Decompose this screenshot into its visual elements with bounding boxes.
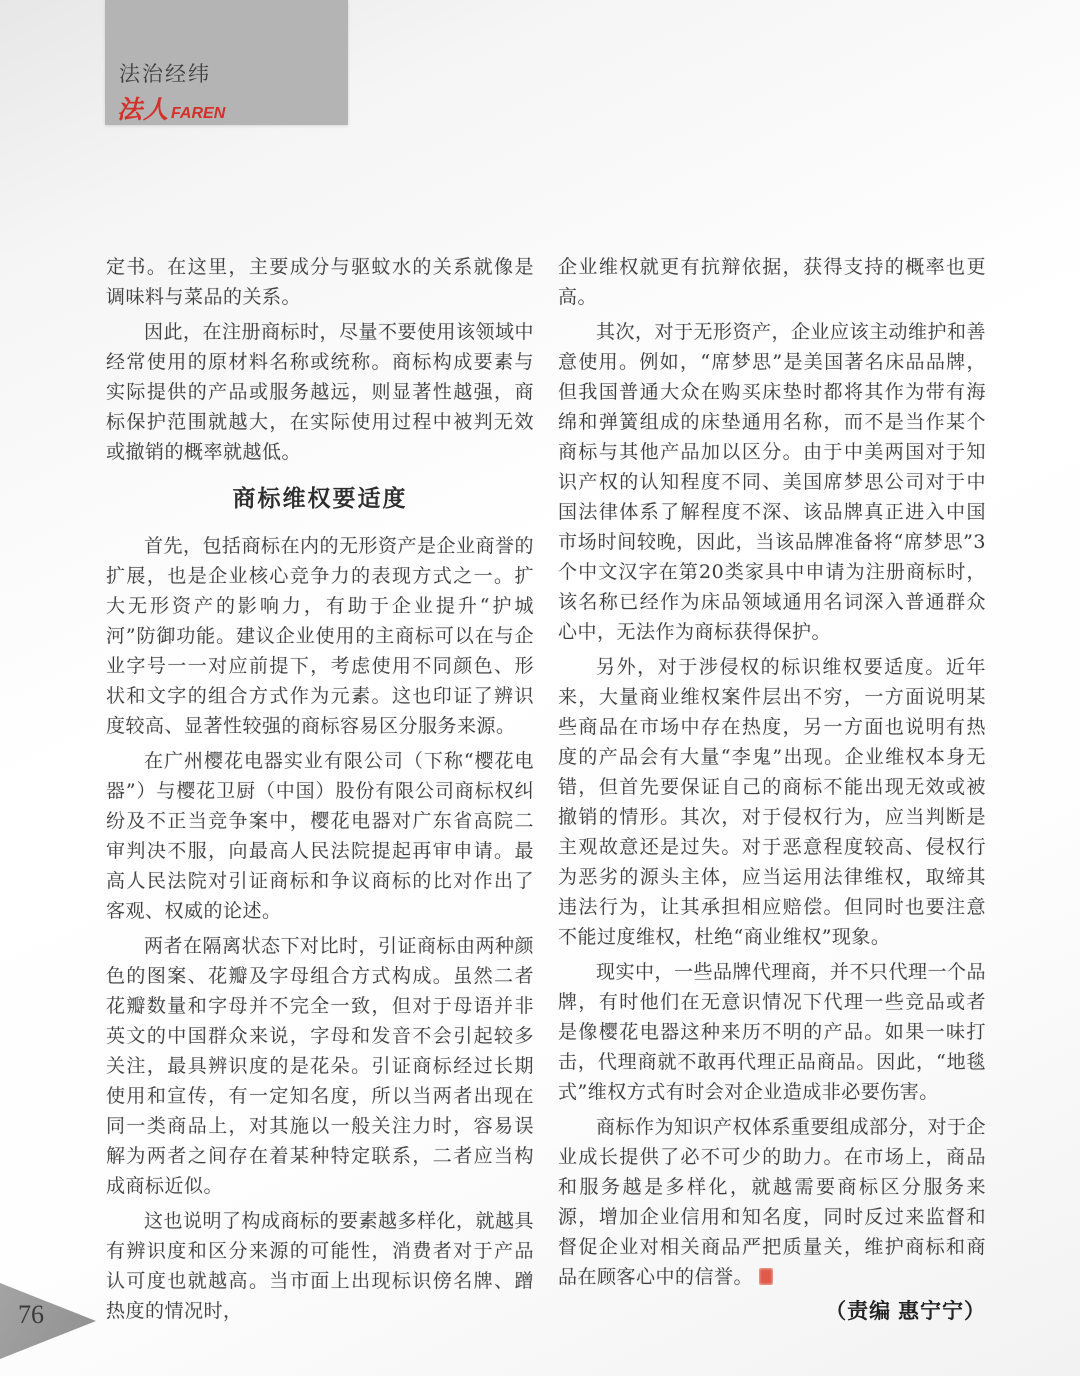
- editor-credit: （责编 惠宁宁）: [825, 1300, 986, 1323]
- page-number-triangle: [0, 1283, 96, 1359]
- paragraph: 两者在隔离状态下对比时，引证商标由两种颜色的图案、花瓣及字母组合方式构成。虽然二者花瓣数量和字母并不完全一致，但对于母语并非英文的中国群众来说，字母和发音不会引起较多关注，最具辨识度的是花朵。引证商标经过长期使用和宣传，有一定知名度，所以当两者出现在同一类商品上，对其施以一般关注力时，容易误解为两者之间存在着某种特定联系，二者应当构成商标近似。: [106, 935, 535, 1197]
- logo-cn-text: 法人: [117, 96, 170, 124]
- page-number: 76: [18, 1300, 44, 1329]
- header-badge: [105, 0, 348, 125]
- paragraph: 另外，对于涉侵权的标识维权要适度。近年来，大量商业维权案件层出不穷，一方面说明某些商品在市场中存在热度，另一方面也说明有热度的产品会有大量“李鬼”出现。企业维权本身无错，但首先要保证自己的商标不能出现无效或被撤销的情形。其次，对于侵权行为，应当判断是主观故意还是过失。对于恶意程度较高、侵权行为恶劣的源头主体，应当运用法律维权，取缔其违法行为，让其承担相应赔偿。但同时也要注意不能过度维权，杜绝“商业维权”现象。: [558, 656, 986, 948]
- section-title: 法治经纬: [119, 63, 211, 86]
- paragraph: 因此，在注册商标时，尽量不要使用该领域中经常使用的原材料名称或统称。商标构成要素与实际提供的产品或服务越远，则显著性越强，商标保护范围就越大，在实际使用过程中被判无效或撤销的概率就越低。: [106, 321, 535, 463]
- paragraph: 现实中，一些品牌代理商，并不只代理一个品牌，有时他们在无意识情况下代理一些竞品或者是像樱花电器这种来历不明的产品。如果一味打击，代理商就不敢再代理正品商品。因此，“地毯式”维权方式有时会对企业造成非必要伤害。: [558, 961, 987, 1103]
- left-column: [106, 252, 534, 1331]
- section-heading: 商标维权要适度: [232, 485, 408, 511]
- paragraph: 在广州樱花电器实业有限公司（下称“樱花电器”）与樱花卫厨（中国）股份有限公司商标权纠纷及不正当竞争案中，樱花电器对广东省高院二审判决不服，向最高人民法院提起再审申请。最高人民法院对引证商标和争议商标的比对作出了客观、权威的论述。: [106, 750, 534, 922]
- paragraph: 首先，包括商标在内的无形资产是企业商誉的扩展，也是企业核心竞争力的表现方式之一。扩大无形资产的影响力，有助于企业提升“护城河”防御功能。建议企业使用的主商标可以在与企业字号一一对应前提下，考虑使用不同颜色、形状和文字的组合方式作为元素。这也印证了辨识度较高、显著性较强的商标容易区分服务来源。: [106, 535, 535, 737]
- paragraph: 其次，对于无形资产，企业应该主动维护和善意使用。例如，“席梦思”是美国著名床品品牌，但我国普通大众在购买床垫时都将其作为带有海绵和弹簧组成的床垫通用名称，而不是当作某个商标与其他产品加以区分。由于中美两国对于知识产权的认知程度不同、美国席梦思公司对于中国法律体系了解程度不深、该品牌真正进入中国市场时间较晚，因此，当该品牌准备将“席梦思”3个中文汉字在第20类家具中申请为注册商标时，该名称已经作为床品领域通用名词深入普通群众心中，无法作为商标获得保护。: [558, 321, 987, 643]
- magazine-logo: [117, 90, 225, 126]
- closing-paragraph: [558, 1112, 986, 1292]
- paragraph: 这也说明了构成商标的要素越多样化，就越具有辨识度和区分来源的可能性，消费者对于产品认可度也就越高。当市面上出现标识傍名牌、蹭热度的情况时，: [106, 1210, 535, 1322]
- paragraph: 定书。在这里，主要成分与驱蚊水的关系就像是调味料与菜品的关系。: [106, 256, 534, 308]
- article-end-seal-icon: [759, 1268, 773, 1285]
- closing-paragraph-text: 商标作为知识产权体系重要组成部分，对于企业成长提供了必不可少的助力。在市场上，商品和服务越是多样化，就越需要商标区分服务来源，增加企业信用和知名度，同时反过来监督和督促企业对相关商品严把质量关，维护商标和商品在顾客心中的信誉。: [558, 1116, 987, 1288]
- logo-en-text: FAREN: [171, 105, 226, 122]
- paragraph: 企业维权就更有抗辩依据，获得支持的概率也更高。: [558, 256, 986, 308]
- right-column: [558, 252, 986, 1332]
